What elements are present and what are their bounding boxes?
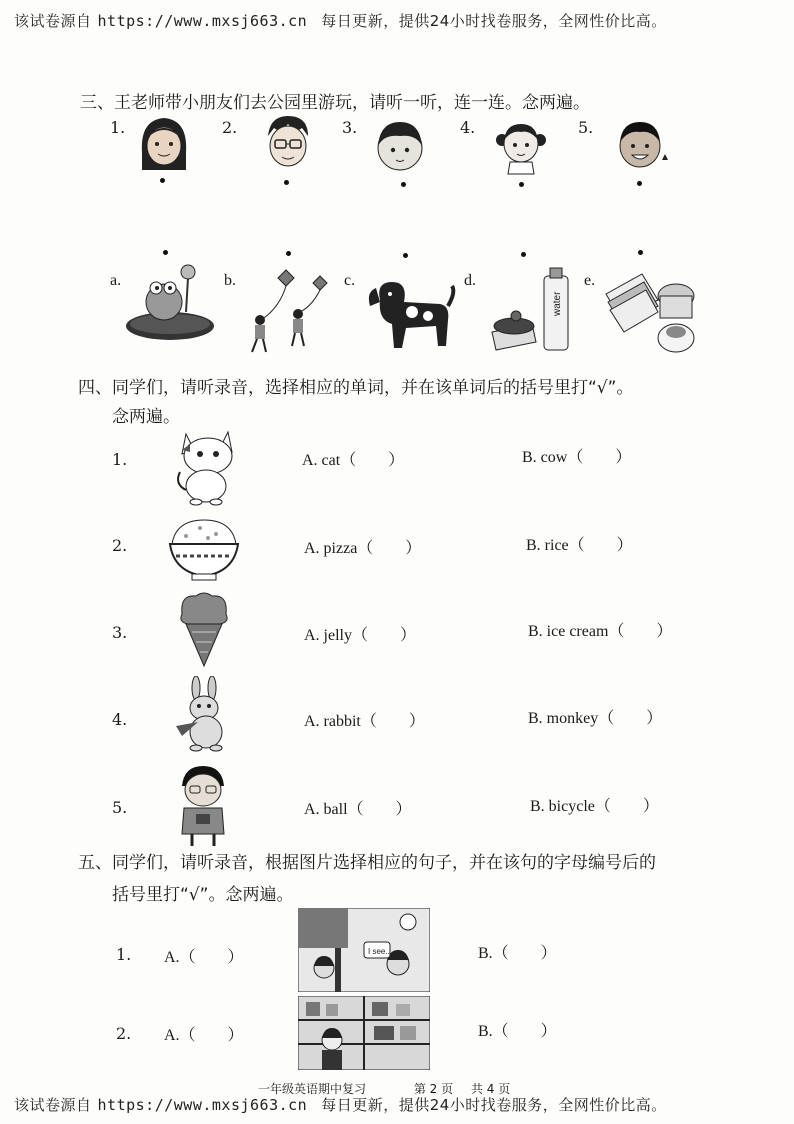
park-scene-icon	[298, 908, 430, 992]
rabbit-icon	[172, 676, 234, 752]
dog-icon	[362, 272, 456, 354]
section5-title-line1: 五、同学们，请听录音，根据图片选择相应的句子，并在该句的字母编号后的	[78, 853, 656, 873]
footer-prefix: 该试卷源自	[14, 1096, 92, 1114]
cat-icon	[172, 424, 244, 506]
s4-num-3: 3.	[112, 623, 128, 642]
footer-suffix: 每日更新，提供24小时找卷服务，全网性价比高。	[321, 1096, 667, 1114]
s5-option-b-1[interactable]: B.（ ）	[478, 945, 557, 962]
source-footer	[14, 1094, 667, 1115]
source-header	[14, 10, 667, 31]
place-letter-e: e.	[584, 272, 596, 289]
person-num-4: 4.	[460, 118, 476, 137]
s4-option-b-4[interactable]: B. monkey（ ）	[528, 710, 663, 727]
s4-num-5: 5.	[112, 798, 128, 817]
person-num-3: 3.	[342, 118, 358, 137]
s4-option-b-3[interactable]: B. ice cream（ ）	[528, 623, 673, 640]
footer-url[interactable]: https://www.mxsj663.cn	[97, 1096, 308, 1114]
header-url[interactable]: https://www.mxsj663.cn	[97, 12, 308, 30]
header-suffix: 每日更新，提供24小时找卷服务，全网性价比高。	[321, 12, 667, 30]
boy-face-icon	[372, 118, 428, 174]
place-dot-a[interactable]	[163, 250, 168, 255]
s4-num-2: 2.	[112, 536, 128, 555]
s4-option-b-5[interactable]: B. bicycle（ ）	[530, 798, 659, 815]
s5-num-2: 2.	[116, 1024, 132, 1043]
place-letter-c: c.	[344, 272, 356, 289]
s4-option-a-4[interactable]: A. rabbit（ ）	[304, 713, 425, 730]
place-dot-c[interactable]	[403, 253, 408, 258]
section3-title: 三、王老师带小朋友们去公园里游玩，请听一听，连一连。念两遍。	[80, 93, 590, 113]
person-dot-3[interactable]	[401, 182, 406, 187]
kids-flying-kites-icon	[240, 266, 336, 358]
person-num-1: 1.	[110, 118, 126, 137]
person-dot-5[interactable]	[637, 181, 642, 186]
person-dot-2[interactable]	[284, 180, 289, 185]
section4-title-line2: 念两遍。	[112, 407, 180, 427]
water-label: water	[552, 291, 563, 316]
shop-shelf-icon	[298, 996, 430, 1070]
place-letter-a: a.	[110, 272, 122, 289]
speech-bubble-text: I see...	[368, 947, 393, 956]
place-letter-d: d.	[464, 272, 476, 289]
course-name: 一年级英语期中复习	[258, 1082, 367, 1096]
frog-on-lily-pad-icon	[124, 262, 216, 342]
smiling-boy-icon	[610, 116, 670, 174]
section4-title-line1: 四、同学们，请听录音，选择相应的单词，并在该单词后的括号里打“√”。	[78, 378, 634, 398]
s4-option-b-2[interactable]: B. rice（ ）	[526, 537, 633, 554]
girl-with-pigtails-icon	[494, 118, 548, 176]
section5-title-line2: 括号里打“√”。念两遍。	[112, 885, 294, 905]
ice-cream-icon	[176, 590, 232, 668]
place-dot-d[interactable]	[521, 252, 526, 257]
boy-with-ball-icon	[174, 764, 232, 848]
page-number: 第 2 页	[413, 1082, 454, 1096]
s5-num-1: 1.	[116, 945, 132, 964]
s5-option-b-2[interactable]: B.（ ）	[478, 1023, 557, 1040]
s4-num-1: 1.	[112, 450, 128, 469]
place-dot-e[interactable]	[638, 250, 643, 255]
s5-option-a-1[interactable]: A.（ ）	[164, 949, 244, 966]
page-total: 共 4 页	[470, 1082, 511, 1096]
s4-option-a-1[interactable]: A. cat（ ）	[302, 452, 405, 469]
s4-option-a-2[interactable]: A. pizza（ ）	[304, 540, 422, 557]
cake-and-water-icon	[488, 266, 578, 354]
boy-with-glasses-icon	[258, 112, 318, 174]
person-dot-4[interactable]	[519, 182, 524, 187]
girl-face-icon	[134, 112, 194, 172]
place-letter-b: b.	[224, 272, 236, 289]
rice-bowl-icon	[166, 514, 242, 582]
place-dot-b[interactable]	[286, 251, 291, 256]
s4-option-a-5[interactable]: A. ball（ ）	[304, 801, 412, 818]
header-prefix: 该试卷源自	[14, 12, 92, 30]
s4-option-b-1[interactable]: B. cow（ ）	[522, 449, 632, 466]
s4-option-a-3[interactable]: A. jelly（ ）	[304, 627, 416, 644]
person-num-2: 2.	[222, 118, 238, 137]
sandwich-and-jelly-icon	[602, 266, 702, 358]
s5-option-a-2[interactable]: A.（ ）	[164, 1027, 244, 1044]
person-num-5: 5.	[578, 118, 594, 137]
person-dot-1[interactable]	[160, 178, 165, 183]
s4-num-4: 4.	[112, 710, 128, 729]
